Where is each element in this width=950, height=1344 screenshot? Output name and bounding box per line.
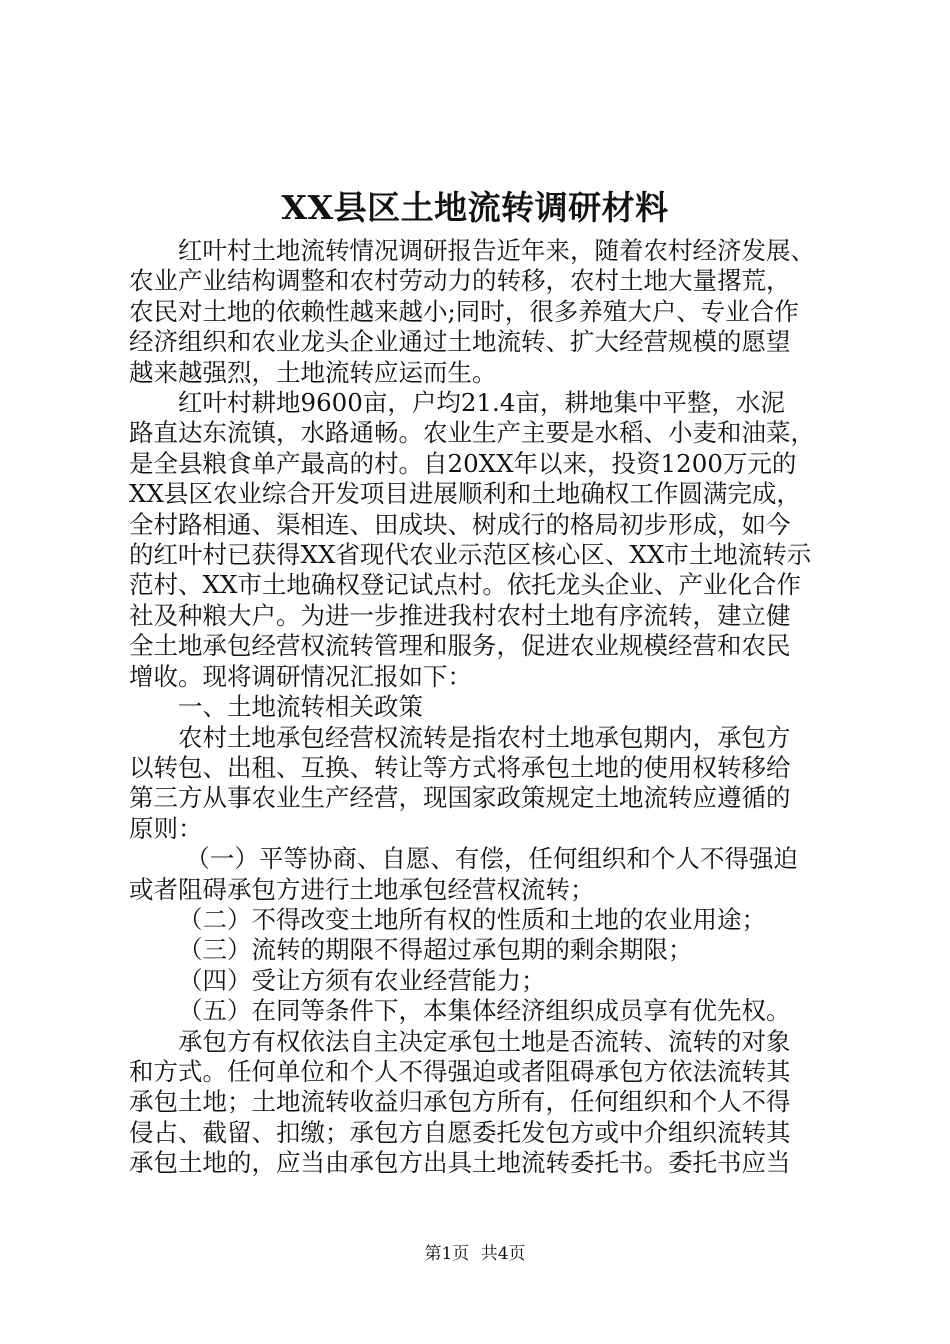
text-line: （二）不得改变土地所有权的性质和土地的农业用途；	[178, 904, 766, 934]
text-line: 全村路相通、渠相连、田成块、树成行的格局初步形成，如今	[129, 509, 791, 539]
text-line: （三）流转的期限不得超过承包期的剩余期限；	[178, 935, 693, 965]
document-title: XX县区土地流转调研材料	[281, 188, 669, 227]
text-line: 经济组织和农业龙头企业通过土地流转、扩大经营规模的愿望	[129, 327, 791, 357]
text-line: 范村、XX市土地确权登记试点村。依托龙头企业、产业化合作	[129, 570, 801, 600]
text-line: 越来越强烈，土地流转应运而生。	[129, 357, 497, 387]
text-line: 农业产业结构调整和农村劳动力的转移，农村土地大量撂荒，	[129, 266, 791, 296]
text-line: 侵占、截留、扣缴；承包方自愿委托发包方或中介组织流转其	[129, 1117, 791, 1147]
text-line: 的红叶村已获得XX省现代农业示范区核心区、XX市土地流转示	[129, 540, 812, 570]
text-line: 第三方从事农业生产经营，现国家政策规定土地流转应遵循的	[129, 783, 791, 813]
text-line: 红叶村耕地9600亩，户均21.4亩，耕地集中平整，水泥	[178, 388, 785, 418]
text-line: 红叶村土地流转情况调研报告近年来，随着农村经济发展、	[178, 236, 815, 265]
text-line: 以转包、出租、互换、转让等方式将承包土地的使用权转移给	[129, 752, 791, 782]
text-line: 全土地承包经营权流转管理和服务，促进农业规模经营和农民	[129, 631, 791, 661]
text-line: 或者阻碍承包方进行土地承包经营权流转；	[129, 874, 595, 904]
text-line: 农村土地承包经营权流转是指农村土地承包期内，承包方	[178, 722, 791, 752]
text-line: 社及种粮大户。为进一步推进我村农村土地有序流转，建立健	[129, 600, 791, 630]
text-line: XX县区农业综合开发项目进展顺利和土地确权工作圆满完成，	[129, 479, 801, 509]
document-body	[129, 236, 834, 1179]
text-line: 是全县粮食单产最高的村。自20XX年以来，投资1200万元的	[129, 448, 797, 478]
text-line: 增收。现将调研情况汇报如下：	[129, 661, 472, 691]
text-line: （一）平等协商、自愿、有偿，任何组织和个人不得强迫	[185, 844, 798, 874]
text-line: 承包方有权依法自主决定承包土地是否流转、流转的对象	[178, 1026, 791, 1056]
text-line: 原则：	[129, 813, 203, 843]
text-line: 农民对土地的依赖性越来越小;同时，很多养殖大户、专业合作	[129, 296, 799, 326]
text-line: （四）受让方须有农业经营能力；	[178, 965, 546, 995]
text-line: 和方式。任何单位和个人不得强迫或者阻碍承包方依法流转其	[129, 1056, 791, 1086]
text-line: 承包土地的，应当由承包方出具土地流转委托书。委托书应当	[129, 1148, 791, 1178]
text-line: 一、土地流转相关政策	[178, 692, 423, 722]
text-line: 承包土地；土地流转收益归承包方所有，任何组织和个人不得	[129, 1087, 791, 1117]
text-line: 路直达东流镇，水路通畅。农业生产主要是水稻、小麦和油菜，	[129, 418, 815, 448]
text-line: （五）在同等条件下，本集体经济组织成员享有优先权。	[178, 996, 791, 1026]
page-footer: 第1页 共4页	[424, 1244, 526, 1264]
